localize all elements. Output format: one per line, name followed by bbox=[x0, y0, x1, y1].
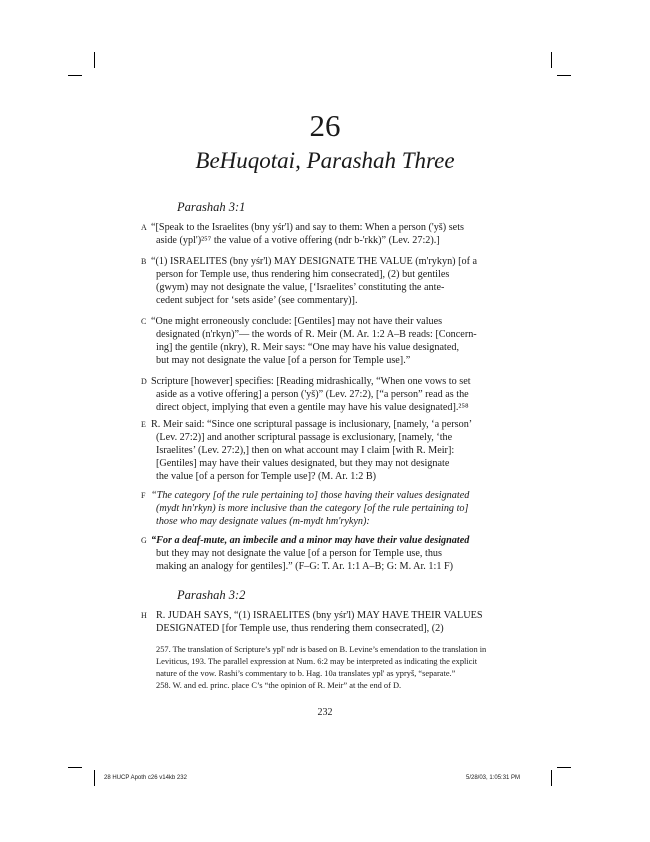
paragraph-marker: F bbox=[141, 491, 146, 500]
text-line: direct object, implying that even a gentile may have his value designated].²⁵⁸ bbox=[156, 402, 469, 413]
text-line: but may not designate the value [of a person for Temple use].” bbox=[156, 355, 411, 366]
paragraph-marker: H bbox=[141, 611, 147, 620]
footnote-line: Leviticus, 193. The parallel expression at Num. 6:2 may be interpreted as indicating the explicit bbox=[156, 657, 478, 666]
paragraph-marker: G bbox=[141, 536, 147, 545]
section-heading: Parashah 3:1 bbox=[177, 200, 246, 214]
text-line: Scripture [however] specifies: [Reading midrashically, “When one vows to set bbox=[151, 376, 471, 387]
crop-mark-top-left-v bbox=[94, 52, 95, 68]
paragraph-marker: B bbox=[141, 257, 147, 266]
text-line: the value [of a person for Temple use]? (M. Ar. 1:2 B) bbox=[156, 471, 377, 482]
text-line: designated (n'rkyn)”— the words of R. Meir (M. Ar. 1:2 A–B reads: [Concern- bbox=[156, 329, 477, 340]
text-line: Israelites’ (Lev. 27:2),] then on what account may I claim [with R. Meir]: bbox=[156, 445, 455, 456]
text-line: cedent subject for ‘sets aside’ (see commentary)]. bbox=[156, 295, 358, 306]
text-line: “[Speak to the Israelites (bny yśr'l) and say to them: When a person ('yš) sets bbox=[151, 222, 464, 233]
text-line: (Lev. 27:2)] and another scriptural passage is exclusionary, [namely, ‘the bbox=[156, 432, 453, 443]
paragraph-marker: A bbox=[141, 223, 147, 232]
crop-mark-bottom-left-h bbox=[68, 767, 82, 768]
text-line: but they may not designate the value [of a person for Temple use, thus bbox=[156, 548, 442, 559]
section-heading: Parashah 3:2 bbox=[177, 588, 246, 602]
crop-mark-top-right-v bbox=[551, 52, 552, 68]
slug-right: 5/28/03, 1:05:31 PM bbox=[466, 775, 521, 781]
page-number: 232 bbox=[317, 707, 333, 718]
paragraph-marker: D bbox=[141, 377, 147, 386]
text-line: aside (ypl')²⁵⁷ the value of a votive offering (ndr b-'rkk)” (Lev. 27:2).] bbox=[156, 235, 440, 246]
footnote-line: nature of the vow. Rashi’s commentary to b. Hag. 10a translates ypl' as ypryš, “separate.” bbox=[156, 669, 456, 678]
text-line: “For a deaf-mute, an imbecile and a minor may have their value designated bbox=[151, 535, 470, 546]
text-line: R. Meir said: “Since one scriptural passage is inclusionary, [namely, ‘a person’ bbox=[151, 419, 473, 430]
crop-mark-bottom-right-v bbox=[551, 770, 552, 786]
paragraph-marker: C bbox=[141, 317, 147, 326]
footnote-line: 258. W. and ed. princ. place C’s “the opinion of R. Meir” at the end of D. bbox=[156, 681, 402, 690]
paragraph-marker: E bbox=[141, 420, 146, 429]
crop-mark-top-right-h bbox=[557, 75, 571, 76]
text-line: (gwym) may not designate the value, [‘Israelites’ constituting the ante- bbox=[156, 282, 445, 293]
slug-left: 28 HUCP Apoth c26 v14kb 232 bbox=[104, 775, 187, 781]
text-line: “(1) ISRAELITES (bny yśr'l) MAY DESIGNATE THE VALUE (m'rykyn) [of a bbox=[151, 256, 478, 267]
crop-mark-top-left-h bbox=[68, 75, 82, 76]
text-line: making an analogy for gentiles].” (F–G: T. Ar. 1:1 A–B; G: M. Ar. 1:1 F) bbox=[156, 561, 454, 572]
text-line: “The category [of the rule pertaining to] those having their values designated bbox=[151, 490, 470, 501]
text-line: person for Temple use, thus rendering him consecrated], (2) but gentiles bbox=[156, 269, 450, 280]
text-line: DESIGNATED [for Temple use, thus rendering them consecrated], (2) bbox=[156, 623, 444, 634]
chapter-number: 26 bbox=[309, 108, 341, 143]
crop-mark-bottom-right-h bbox=[557, 767, 571, 768]
chapter-title: BeHuqotai, Parashah Three bbox=[195, 148, 455, 173]
text-line: ing] the gentile (nkry), R. Meir says: “One may have his value designated, bbox=[156, 342, 459, 353]
text-line: (mydt hn'rkyn) is more inclusive than the category [of the rule pertaining to] bbox=[156, 503, 469, 514]
text-line: “One might erroneously conclude: [Gentiles] may not have their values bbox=[151, 316, 443, 327]
crop-mark-bottom-left-v bbox=[94, 770, 95, 786]
footnote-line: 257. The translation of Scripture’s ypl' ndr is based on B. Levine’s emendation to the translation in bbox=[156, 645, 487, 654]
text-line: [Gentiles] may have their values designated, but they may not designate bbox=[156, 458, 450, 469]
text-line: aside as a votive offering] a person ('yš)” (Lev. 27:2), [“a person” read as the bbox=[156, 389, 469, 400]
text-line: those who may designate values (m-mydt hm'rykyn): bbox=[156, 516, 370, 527]
text-line: R. JUDAH SAYS, “(1) ISRAELITES (bny yśr'l) MAY HAVE THEIR VALUES bbox=[156, 610, 483, 621]
